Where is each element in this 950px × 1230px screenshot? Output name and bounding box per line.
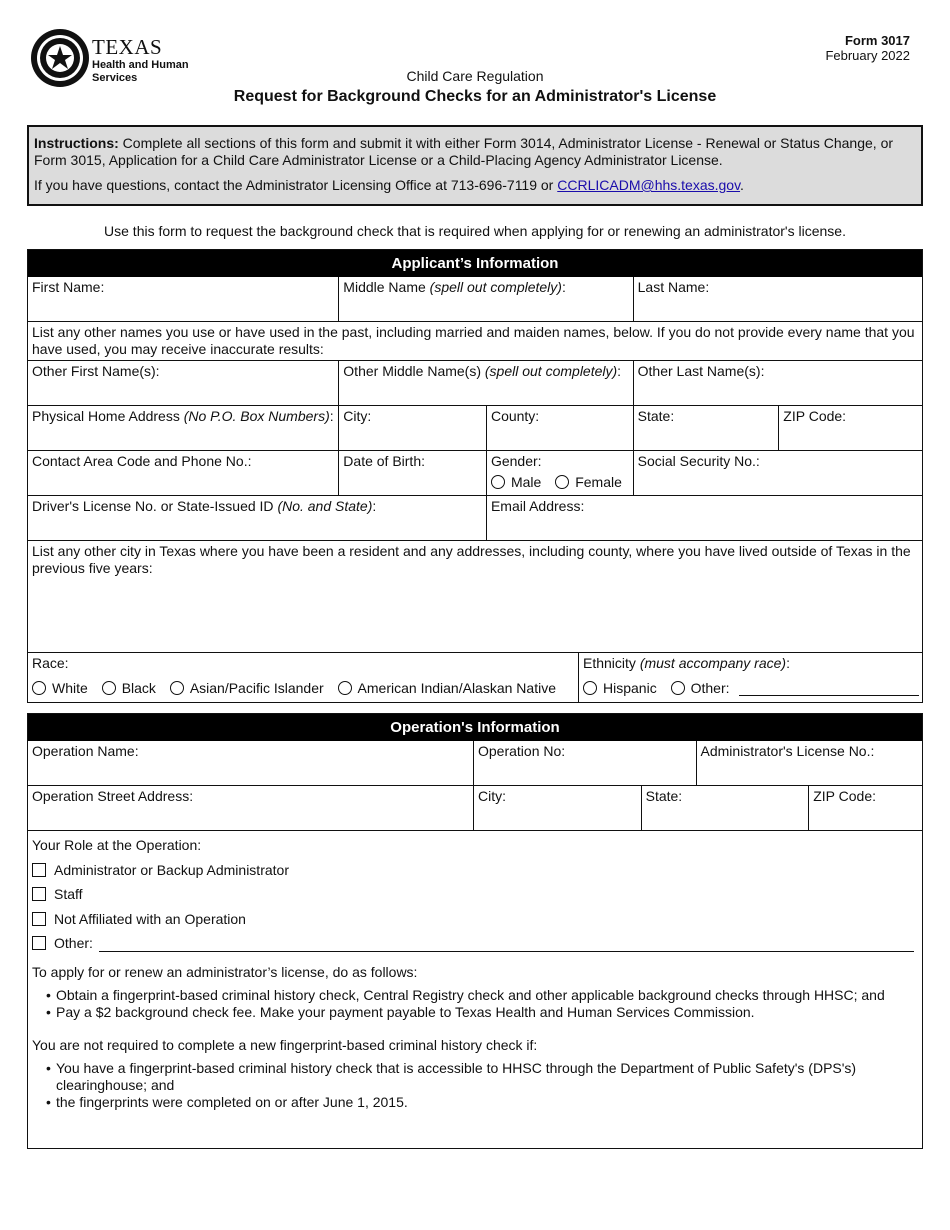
apply-bullet: • Pay a $2 background check fee. Make your payment payable to Texas Health and Human Services Commission. bbox=[32, 1004, 918, 1021]
other-first-name-field[interactable]: Other First Name(s): bbox=[28, 361, 339, 405]
race-group: Race: White Black Asian/Pacific Islander American Indian/Alaskan Native bbox=[28, 653, 579, 702]
page-title: Request for Background Checks for an Administrator's License bbox=[233, 88, 717, 105]
regulation-heading: Child Care Regulation bbox=[406, 68, 544, 84]
zip-field[interactable]: ZIP Code: bbox=[783, 408, 847, 424]
contact-email-link[interactable]: CCRLICADM@hhs.texas.gov bbox=[557, 177, 741, 193]
instructions-text: Complete all sections of this form and submit it with either Form 3014, Administrator License - Renewal or Status Change, or Form 3015, Application for a Child Care Administrator License or a Child-Placing Agency Administrator License. bbox=[34, 135, 894, 168]
gender-field: Gender: Male Female bbox=[487, 451, 634, 495]
race-native-radio[interactable] bbox=[338, 681, 352, 695]
form-date: February 2022 bbox=[825, 48, 910, 63]
role-other-input[interactable] bbox=[99, 936, 914, 952]
logo-wordmark: TEXAS bbox=[92, 35, 163, 59]
role-and-notes: Your Role at the Operation: Administrator or Backup Administrator Staff Not Affiliated with an Operation Other: To apply for or renew an administrator’s license, do as follows: • Obtain a fingerprint-based criminal history check, Central Registry check and other applicable background checks through HHSC; and • Pay a $2 background check fee. Make your payment payable to Texas Health and Human Services Commission. You are not required to complete a new fingerprint-based criminal history check if: • You have a fingerprint-based criminal history check that is accessible to HHSC through the Department of Public Safety's (DPS's) clearinghouse; and • the fingerprints were completed on or after June 1, 2015. bbox=[28, 831, 922, 1148]
role-not-affiliated-checkbox[interactable] bbox=[32, 912, 46, 926]
race-black-radio[interactable] bbox=[102, 681, 116, 695]
gender-female-radio[interactable] bbox=[555, 475, 569, 489]
ethnicity-other-radio[interactable] bbox=[671, 681, 685, 695]
ethnicity-hispanic-radio[interactable] bbox=[583, 681, 597, 695]
apply-intro: To apply for or renew an administrator’s license, do as follows: bbox=[32, 963, 418, 980]
form-number-block bbox=[825, 33, 910, 63]
email-field[interactable]: Email Address: bbox=[490, 498, 585, 514]
last-name-field[interactable]: Last Name: bbox=[637, 279, 710, 295]
not-required-bullet: • You have a fingerprint-based criminal history check that is accessible to HHSC through the Department of Public Safety's (DPS's) clearinghouse; and bbox=[32, 1060, 918, 1094]
operation-zip-field[interactable]: ZIP Code: bbox=[813, 788, 877, 804]
admin-license-field[interactable]: Administrator's License No.: bbox=[700, 743, 875, 759]
residence-history-field[interactable]: List any other city in Texas where you have been a resident and any addresses, including county, where you have lived outside of Texas in the previous five years: bbox=[32, 543, 911, 576]
instructions-label: Instructions: bbox=[34, 135, 119, 151]
other-last-name-field[interactable]: Other Last Name(s): bbox=[637, 363, 765, 379]
city-field[interactable]: City: bbox=[339, 406, 487, 450]
other-names-note: List any other names you use or have used in the past, including married and maiden names, below. If you do not provide every name that you have used, you may receive inaccurate results: bbox=[32, 324, 915, 357]
applicant-section bbox=[27, 249, 923, 703]
instructions-box: Instructions: Complete all sections of this form and submit it with either Form 3014, Administrator License - Renewal or Status Change, or Form 3015, Application for a Child Care Administrator License or a Child-Placing Agency Administrator License. If you have questions, contact the Administrator Licensing Office at 713-696-7119 or CCRLICADM@hhs.texas.gov. bbox=[27, 125, 923, 206]
dob-field[interactable]: Date of Birth: bbox=[339, 451, 487, 495]
first-name-field[interactable]: First Name: bbox=[28, 277, 339, 321]
phone-field[interactable]: Contact Area Code and Phone No.: bbox=[28, 451, 339, 495]
logo-subtitle: Health and Human Services bbox=[92, 59, 189, 84]
contact-text: If you have questions, contact the Administrator Licensing Office at 713-696-7119 or bbox=[34, 177, 558, 193]
role-admin-checkbox[interactable] bbox=[32, 863, 46, 877]
role-other-checkbox[interactable] bbox=[32, 936, 46, 950]
role-label: Your Role at the Operation: bbox=[32, 837, 202, 853]
ethnicity-group: Ethnicity (must accompany race): Hispanic Other: bbox=[579, 653, 922, 702]
intro-text: Use this form to request the background check that is required when applying for or renewing an administrator's license. bbox=[104, 223, 846, 239]
operation-street-field[interactable]: Operation Street Address: bbox=[28, 786, 474, 830]
other-middle-name-field[interactable]: Other Middle Name(s) (spell out completely): bbox=[339, 361, 633, 405]
operation-number-field[interactable]: Operation No: bbox=[474, 741, 697, 785]
role-staff-checkbox[interactable] bbox=[32, 887, 46, 901]
home-address-field[interactable]: Physical Home Address (No P.O. Box Numbers): bbox=[28, 406, 339, 450]
operation-heading: Operation's Information bbox=[28, 714, 922, 741]
form-number: Form 3017 bbox=[844, 33, 910, 48]
operation-state-field[interactable]: State: bbox=[642, 786, 810, 830]
drivers-license-field[interactable]: Driver's License No. or State-Issued ID (No. and State): bbox=[28, 496, 487, 540]
not-required-bullet: • the fingerprints were completed on or after June 1, 2015. bbox=[32, 1094, 918, 1111]
gender-male-radio[interactable] bbox=[491, 475, 505, 489]
race-asian-radio[interactable] bbox=[170, 681, 184, 695]
operation-city-field[interactable]: City: bbox=[474, 786, 642, 830]
state-field[interactable]: State: bbox=[634, 406, 780, 450]
apply-bullet: • Obtain a fingerprint-based criminal history check, Central Registry check and other applicable background checks through HHSC; and bbox=[32, 987, 918, 1004]
not-required-intro: You are not required to complete a new fingerprint-based criminal history check if: bbox=[32, 1036, 538, 1053]
race-white-radio[interactable] bbox=[32, 681, 46, 695]
applicant-heading: Applicant’s Information bbox=[28, 250, 922, 277]
ssn-field[interactable]: Social Security No.: bbox=[637, 453, 760, 469]
operation-section bbox=[27, 713, 923, 1149]
county-field[interactable]: County: bbox=[487, 406, 634, 450]
operation-name-field[interactable]: Operation Name: bbox=[28, 741, 474, 785]
ethnicity-other-input[interactable] bbox=[739, 682, 919, 696]
middle-name-field[interactable]: Middle Name (spell out completely): bbox=[339, 277, 633, 321]
